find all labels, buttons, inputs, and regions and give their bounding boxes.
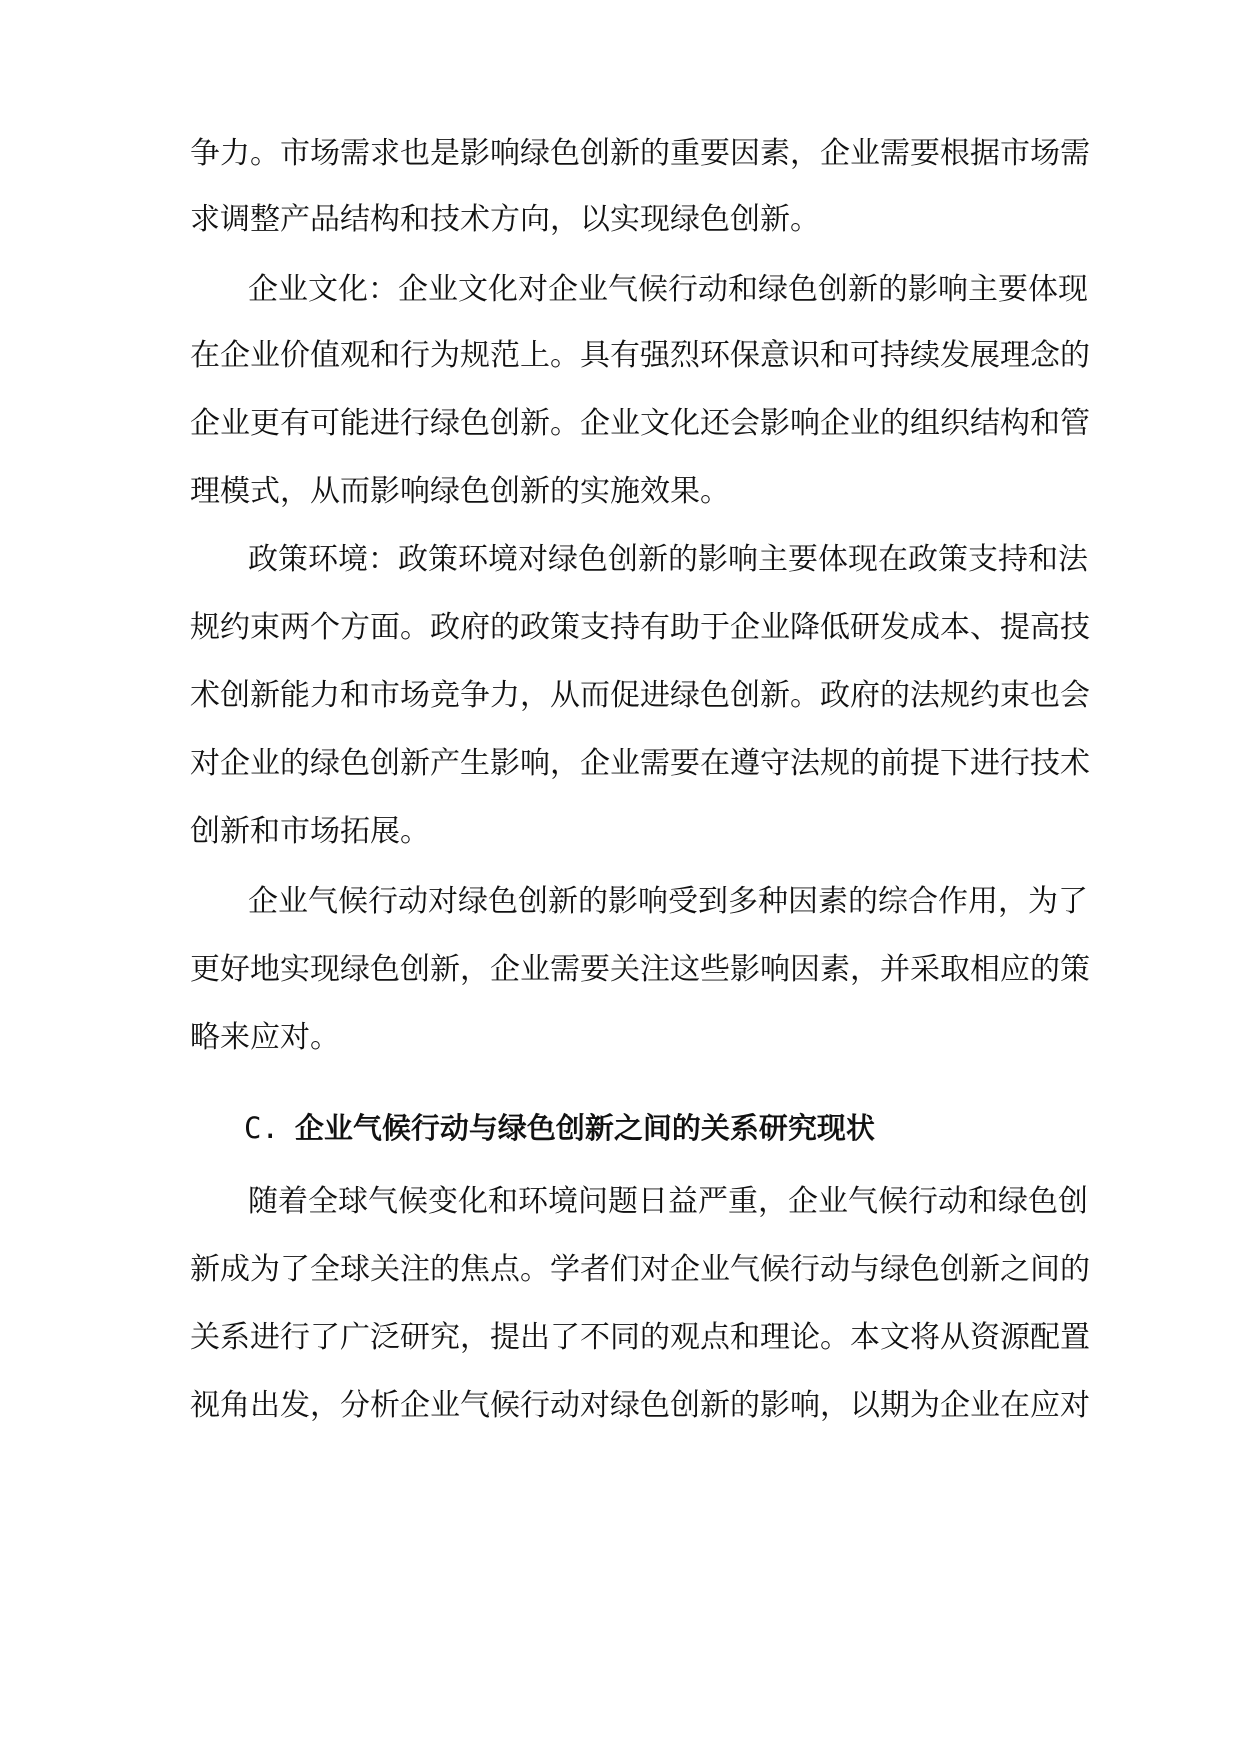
paragraph-summary-line-3: 略来应对。 [190, 1020, 340, 1055]
paragraph-policy-line-3: 术创新能力和市场竞争力，从而促进绿色创新。政府的法规约束也会 [190, 678, 1090, 713]
paragraph-summary-line-2: 更好地实现绿色创新，企业需要关注这些影响因素，并采取相应的策 [190, 952, 1090, 987]
paragraph-status-line-3: 关系进行了广泛研究，提出了不同的观点和理论。本文将从资源配置 [190, 1320, 1090, 1355]
paragraph-status-line-1: 随着全球气候变化和环境问题日益严重，企业气候行动和绿色创 [248, 1184, 1088, 1219]
paragraph-culture-line-3: 企业更有可能进行绿色创新。企业文化还会影响企业的组织结构和管 [190, 406, 1090, 441]
section-heading-title: 企业气候行动与绿色创新之间的关系研究现状 [294, 1111, 875, 1145]
section-heading [244, 1106, 1060, 1150]
paragraph-policy-line-5: 创新和市场拓展。 [190, 814, 430, 849]
paragraph-market-line-2: 求调整产品结构和技术方向，以实现绿色创新。 [190, 202, 820, 237]
paragraph-policy-line-1: 政策环境：政策环境对绿色创新的影响主要体现在政策支持和法 [248, 542, 1088, 577]
paragraph-summary-line-1: 企业气候行动对绿色创新的影响受到多种因素的综合作用，为了 [248, 884, 1088, 919]
paragraph-culture-line-1: 企业文化：企业文化对企业气候行动和绿色创新的影响主要体现 [248, 272, 1088, 307]
section-heading-number: C. [244, 1111, 279, 1145]
paragraph-market-line-1: 争力。市场需求也是影响绿色创新的重要因素，企业需要根据市场需 [190, 136, 1090, 171]
paragraph-culture-line-4: 理模式，从而影响绿色创新的实施效果。 [190, 474, 730, 509]
paragraph-policy-line-4: 对企业的绿色创新产生影响，企业需要在遵守法规的前提下进行技术 [190, 746, 1090, 781]
paragraph-policy-line-2: 规约束两个方面。政府的政策支持有助于企业降低研发成本、提高技 [190, 610, 1090, 645]
paragraph-culture-line-2: 在企业价值观和行为规范上。具有强烈环保意识和可持续发展理念的 [190, 338, 1090, 373]
paragraph-status-line-2: 新成为了全球关注的焦点。学者们对企业气候行动与绿色创新之间的 [190, 1252, 1090, 1287]
paragraph-status-line-4: 视角出发，分析企业气候行动对绿色创新的影响，以期为企业在应对 [190, 1388, 1090, 1423]
